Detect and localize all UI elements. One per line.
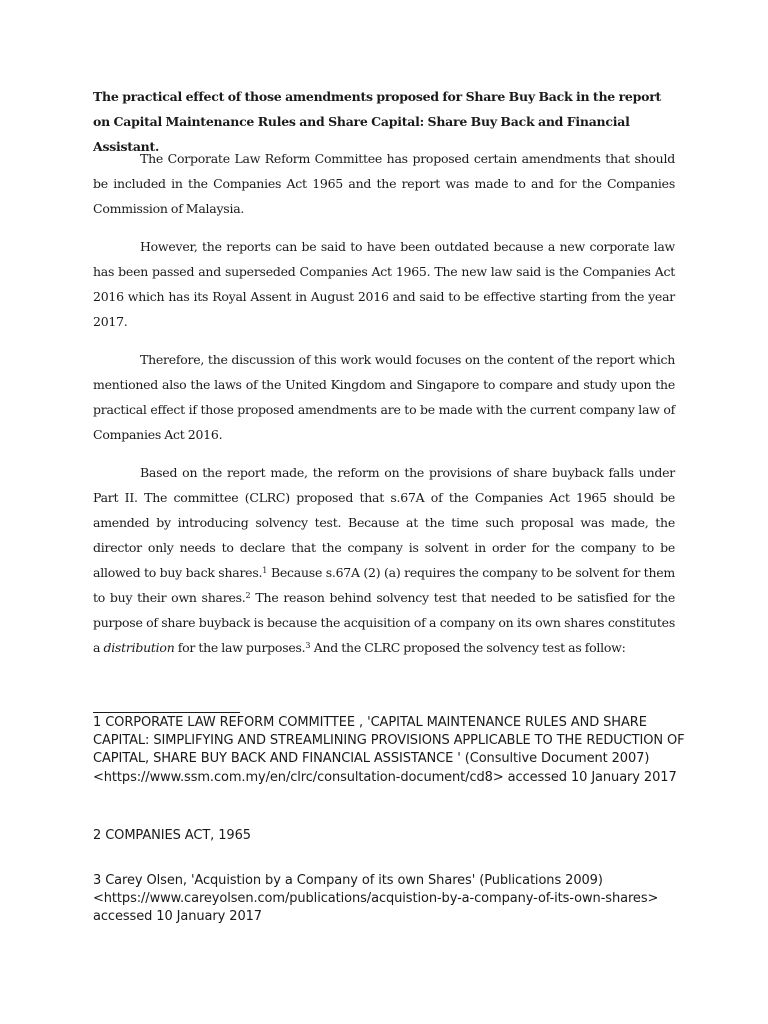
footnote-ref-3: 3	[305, 641, 311, 650]
paragraph-4-text: Because s.67A (2) (a) requires the company to be solvent for them to buy their own shares.	[93, 565, 675, 605]
paragraph-4-text: Based on the report made, the reform on the provisions of share buyback falls under Part II. The committee (CLRC) proposed that s.67A of the Companies Act 1965 should be amended by introducing solvency test. Because at the time such proposal was made, the director only needs to declare that the company is solvent in order for the company to be allowed to buy back shares.	[93, 465, 675, 580]
paragraph-4-text: The reason behind solvency test that needed to be satisfied for the purpose of share buyback is because the acquisition of a company on its own shares constitutes a	[93, 590, 675, 655]
paragraph-3: Therefore, the discussion of this work would focuses on the content of the report which mentioned also the laws of the United Kingdom and Singapore to compare and study upon the practical effect if those proposed amendments are to be made with the current company law of Companies Act 2016.	[93, 352, 675, 442]
paragraph-2: However, the reports can be said to have been outdated because a new corporate law has been passed and superseded Companies Act 1965. The new law said is the Companies Act 2016 which has its Royal Assent in August 2016 and said to be effective starting from the year 2017.	[93, 239, 675, 329]
paragraph-4-text: for the law purposes.	[174, 640, 306, 655]
paragraph-4-text: And the CLRC proposed the solvency test as follow:	[310, 640, 626, 655]
document-title: The practical effect of those amendments proposed for Share Buy Back in the report on Capital Maintenance Rules and Share Capital: Share Buy Back and Financial Assistant.	[93, 89, 662, 154]
footnote-2: 2 COMPANIES ACT, 1965	[93, 828, 251, 843]
footnote-ref-2: 2	[245, 591, 251, 600]
footnote-3: 3 Carey Olsen, 'Acquistion by a Company of its own Shares' (Publications 2009) <https://www.careyolsen.com/publications/acquistion-by-a-company-of-its-own-shares> accessed 10 January 2017	[93, 873, 659, 925]
footnote-separator	[93, 712, 240, 713]
footnote-1: 1 CORPORATE LAW REFORM COMMITTEE , 'CAPITAL MAINTENANCE RULES AND SHARE CAPITAL: SIMPLIFYING AND STREAMLINING PROVISIONS APPLICABLE TO THE REDUCTION OF CAPITAL, SHARE BUY BACK AND FINANCIAL ASSISTANCE ' (Consultive Document 2007) <https://www.ssm.com.my/en/clrc/consultation-document/cd8> accessed 10 January 2017	[93, 715, 685, 785]
paragraph-4	[93, 460, 675, 660]
footnote-ref-1: 1	[262, 566, 268, 575]
italic-term: distribution	[103, 640, 175, 655]
paragraph-1: The Corporate Law Reform Committee has proposed certain amendments that should be included in the Companies Act 1965 and the report was made to and for the Companies Commission of Malaysia.	[93, 151, 675, 216]
